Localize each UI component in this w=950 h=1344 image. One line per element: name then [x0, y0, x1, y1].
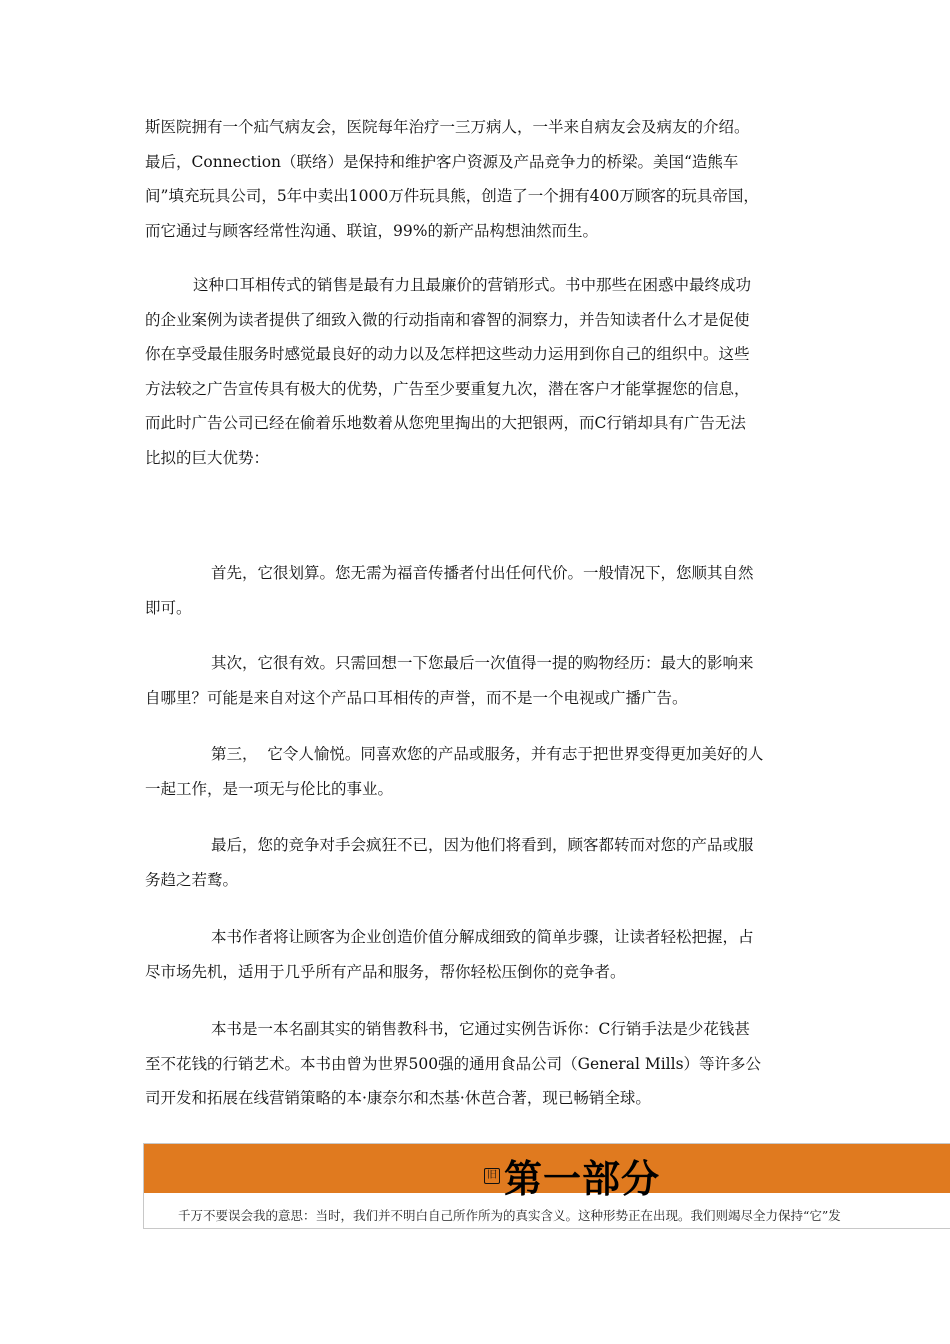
paragraph-second-advantage [145, 646, 810, 715]
paragraph-word-of-mouth [145, 268, 810, 475]
paragraph-third-advantage [145, 737, 810, 806]
text-line: 而它通过与顾客经常性沟通、联谊，99%的新产品构想油然而生。 [145, 221, 598, 240]
text-line: 自哪里？可能是来自对这个产品口耳相传的声誉，而不是一个电视或广播广告。 [145, 688, 688, 707]
text-line: 一起工作，是一项无与伦比的事业。 [145, 779, 394, 798]
text-line: 其次，它很有效。只需回想一下您最后一次值得一提的购物经历：最大的影响来 [211, 654, 754, 672]
paragraph-continuation [145, 110, 810, 248]
text-line: 最后，Connection（联络）是保持和维护客户资源及产品竞争力的桥梁。美国“造熊车 [145, 152, 739, 171]
text-line: 本书作者将让顾客为企业创造价值分解成细致的简单步骤，让读者轻松把握，占 [211, 928, 754, 946]
book-icon: 旧 [484, 1168, 500, 1184]
text-line: 这种口耳相传式的销售是最有力且最廉价的营销形式。书中那些在困惑中最终成功 [193, 276, 752, 294]
paragraph-book-textbook [145, 1012, 810, 1116]
text-line: 务趋之若鹜。 [145, 870, 239, 889]
text-line: 司开发和拓展在线营销策略的本·康奈尔和杰基·休芭合著，现已畅销全球。 [145, 1089, 651, 1107]
section-intro-text: 千万不要误会我的意思：当时，我们并不明白自己所作所为的真实含义。这种形势正在出现。我们则竭尽全力保持“它”发 [178, 1208, 841, 1223]
section-title: 第一部分 [504, 1157, 661, 1201]
section-banner [144, 1144, 950, 1201]
text-line: 最后，您的竞争对手会疯狂不已，因为他们将看到，顾客都转而对您的产品或服 [211, 836, 754, 854]
text-line: 斯医院拥有一个疝气病友会，医院每年治疗一三万病人，一半来自病友会及病友的介绍。 [145, 118, 750, 136]
text-line: 首先，它很划算。您无需为福音传播者付出任何代价。一般情况下，您顺其自然 [211, 564, 754, 582]
text-line: 本书是一本名副其实的销售教科书，它通过实例告诉你：C行销手法是少花钱甚 [211, 1020, 750, 1038]
text-line: 你在享受最佳服务时感觉最良好的动力以及怎样把这些动力运用到你自己的组织中。这些 [145, 345, 750, 363]
section-box [143, 1143, 950, 1229]
section-heading [484, 1148, 660, 1203]
paragraph-book-author-steps [145, 920, 810, 989]
text-line: 即可。 [145, 598, 192, 617]
text-line: 方法较之广告宣传具有极大的优势，广告至少要重复九次，潜在客户才能掌握您的信息， [145, 379, 750, 398]
paragraph-first-advantage [145, 556, 810, 625]
text-line: 比拟的巨大优势： [145, 448, 270, 467]
paragraph-last-advantage [145, 828, 810, 897]
text-line: 尽市场先机，适用于几乎所有产品和服务，帮你轻松压倒你的竞争者。 [145, 962, 626, 981]
text-line: 至不花钱的行销艺术。本书由曾为世界500强的通用食品公司（General Mills）等许多公 [145, 1054, 762, 1073]
text-line: 间”填充玩具公司，5年中卖出1000万件玩具熊，创造了一个拥有400万顾客的玩具帝国， [145, 187, 759, 205]
text-line: 的企业案例为读者提供了细致入微的行动指南和睿智的洞察力，并告知读者什么才是促使 [145, 310, 750, 329]
text-line: 而此时广告公司已经在偷着乐地数着从您兜里掏出的大把银两，而C行销却具有广告无法 [145, 414, 746, 432]
text-line: 第三， 它令人愉悦。同喜欢您的产品或服务，并有志于把世界变得更加美好的人 [211, 745, 764, 763]
